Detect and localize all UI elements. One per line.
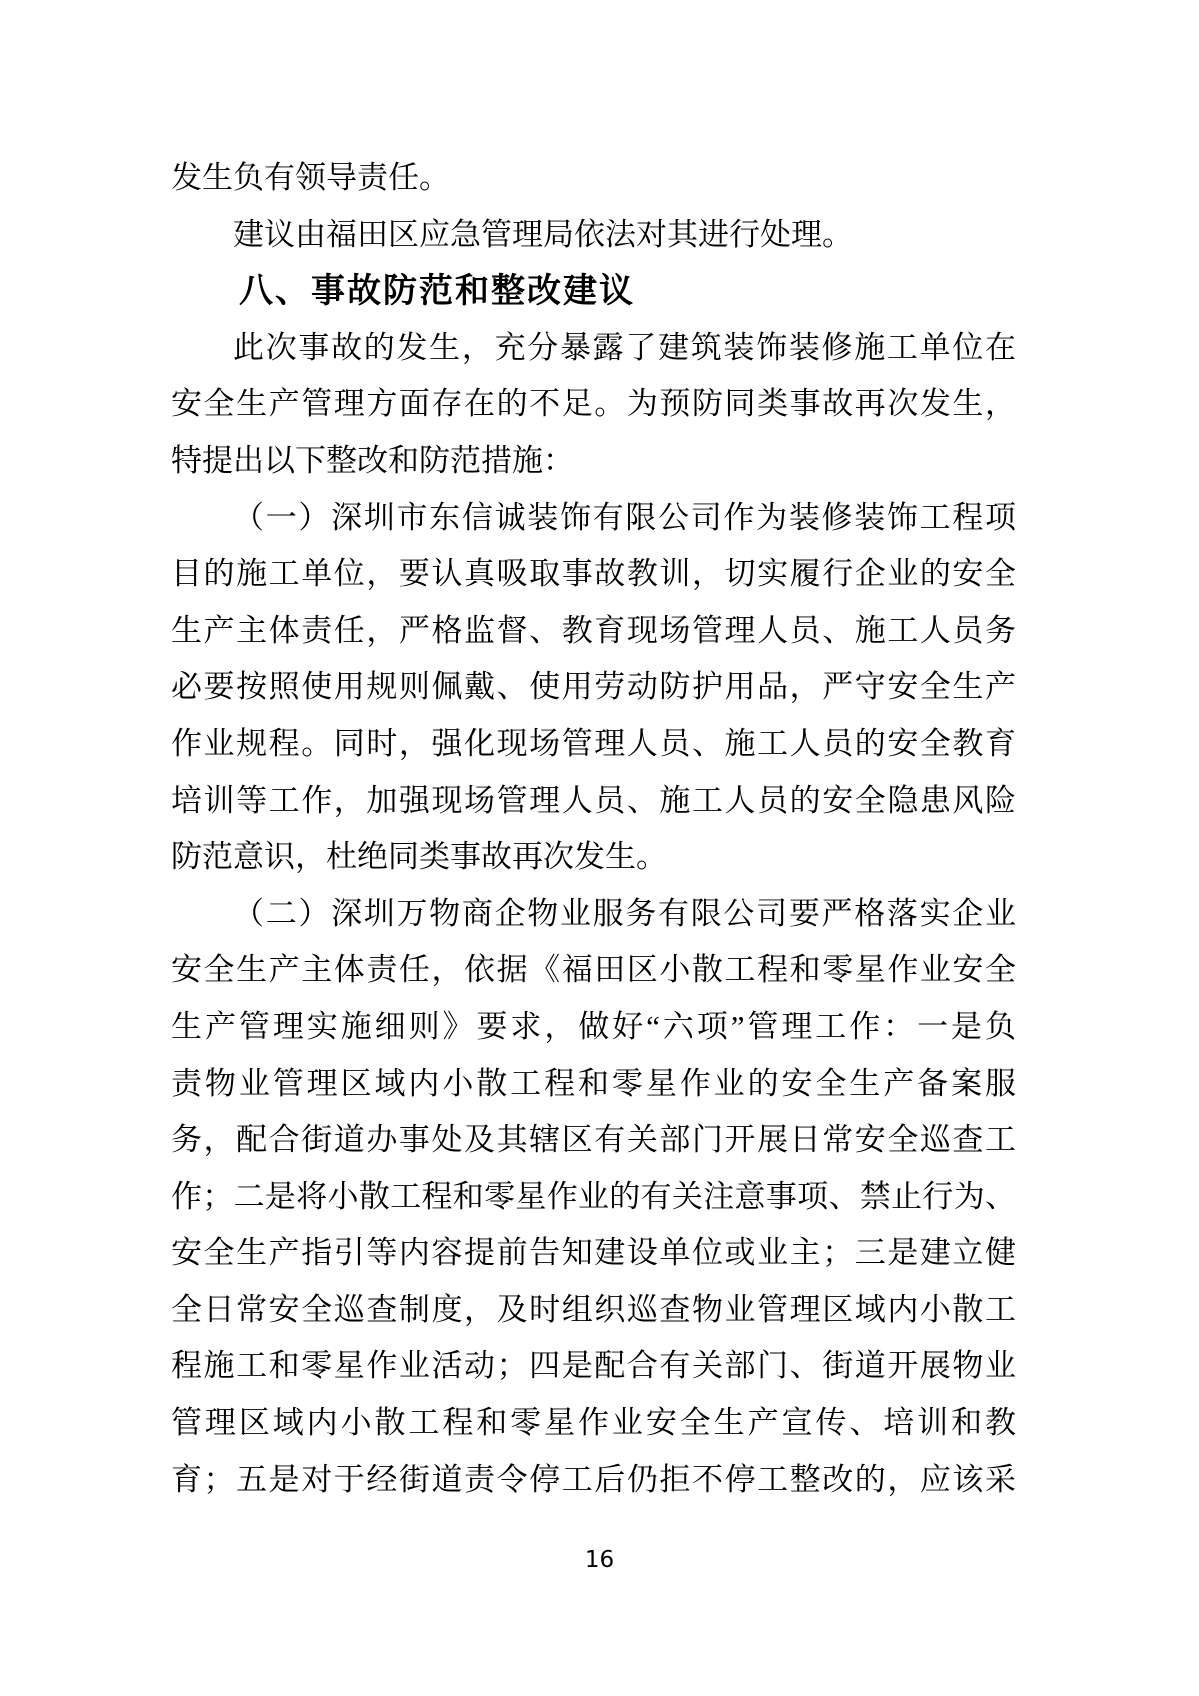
text-line-10: 必要按照使用规则佩戴、使用劳动防护用品，严守安全生产 (171, 669, 1016, 705)
text-line-9: 生产主体责任，严格监督、教育现场管理人员、施工人员务 (171, 612, 1016, 648)
text-line-6: 特提出以下整改和防范措施： (171, 442, 574, 478)
text-line-17: 责物业管理区域内小散工程和零星作业的安全生产备案服 (171, 1065, 1016, 1101)
text-line-4: 此次事故的发生，充分暴露了建筑装饰装修施工单位在 (233, 329, 1016, 365)
text-line-22: 程施工和零星作业活动；四是配合有关部门、街道开展物业 (171, 1348, 1016, 1384)
text-line-14: （二）深圳万物商企物业服务有限公司要严格落实企业 (233, 895, 1016, 931)
text-line-11: 作业规程。同时，强化现场管理人员、施工人员的安全教育 (171, 725, 1016, 761)
text-line-16: 生产管理实施细则》要求，做好“六项”管理工作：一是负 (171, 1008, 1016, 1044)
text-line-5: 安全生产管理方面存在的不足。为预防同类事故再次发生， (171, 386, 1016, 422)
text-line-20: 安全生产指引等内容提前告知建设单位或业主；三是建立健 (171, 1235, 1016, 1271)
text-line-2: 建议由福田区应急管理局依法对其进行处理。 (233, 216, 853, 252)
text-line-19: 作；二是将小散工程和零星作业的有关注意事项、禁止行为、 (171, 1178, 1016, 1214)
text-line-7: （一）深圳市东信诚装饰有限公司作为装修装饰工程项 (233, 499, 1016, 535)
section-heading: 八、事故防范和整改建议 (239, 272, 635, 311)
text-line-21: 全日常安全巡查制度，及时组织巡查物业管理区域内小散工 (171, 1291, 1016, 1327)
text-line-24: 育；五是对于经街道责令停工后仍拒不停工整改的，应该采 (171, 1461, 1016, 1497)
document-body (171, 150, 1016, 1508)
text-line-13: 防范意识，杜绝同类事故再次发生。 (171, 839, 667, 875)
text-line-12: 培训等工作，加强现场管理人员、施工人员的安全隐患风险 (171, 782, 1016, 818)
page-number: 16 (584, 1547, 615, 1573)
text-line-23: 管理区域内小散工程和零星作业安全生产宣传、培训和教 (171, 1405, 1016, 1441)
text-line-18: 务，配合街道办事处及其辖区有关部门开展日常安全巡查工 (171, 1122, 1016, 1158)
text-line-15: 安全生产主体责任，依据《福田区小散工程和零星作业安全 (171, 952, 1016, 988)
text-line-8: 目的施工单位，要认真吸取事故教训，切实履行企业的安全 (171, 556, 1016, 592)
text-line-1: 发生负有领导责任。 (171, 160, 450, 195)
